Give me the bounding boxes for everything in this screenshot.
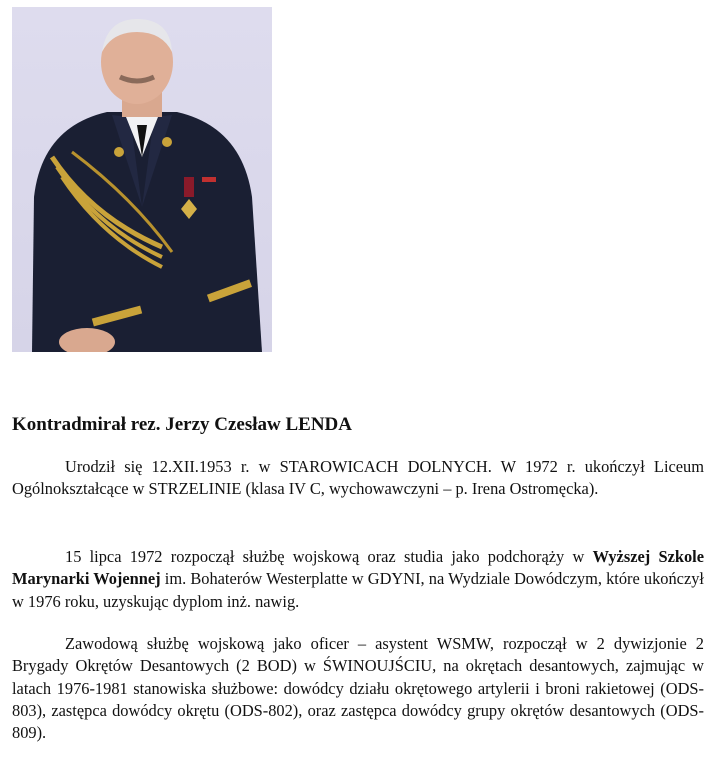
paragraph-studies (12, 546, 704, 613)
page-title: Kontradmirał rez. Jerzy Czesław LENDA (12, 414, 352, 435)
portrait-illustration (12, 7, 272, 352)
paragraph-service: Zawodową służbę wojskową jako oficer – asystent WSMW, rozpoczął w 2 dywizjonie 2 Brygady Okrętów Desantowych (2 BOD) w ŚWINOUJŚCIU, na okrętach desantowych, zajmując w latach 1976-1981 stanowiska służbowe: dowódcy działu okrętowego artylerii i broni rakietowej (ODS-803), zastępca dowódcy okrętu (ODS-802), oraz zastępca dowódcy grupy okrętów desantowych (ODS-809). (12, 634, 704, 743)
paragraph-studies-text: 15 lipca 1972 rozpoczął służbę wojskową oraz studia jako podchorąży w (65, 547, 593, 566)
paragraph-birth: Urodził się 12.XII.1953 r. w STAROWICACH DOLNYCH. W 1972 r. ukończył Liceum Ogólnokształcące w STRZELINIE (klasa IV C, wychowawczyni – p. Irena Ostromęcka). (12, 457, 704, 499)
portrait-photo (12, 7, 272, 352)
paragraph-studies-text-end: im. Bohaterów Westerplatte w GDYNI, na Wydziale Dowódczym, które ukończył w 1976 roku, uzyskując dyplom inż. nawig. (12, 569, 704, 611)
academy-name: Wyższej Szkole Marynarki Wojennej (12, 547, 704, 589)
